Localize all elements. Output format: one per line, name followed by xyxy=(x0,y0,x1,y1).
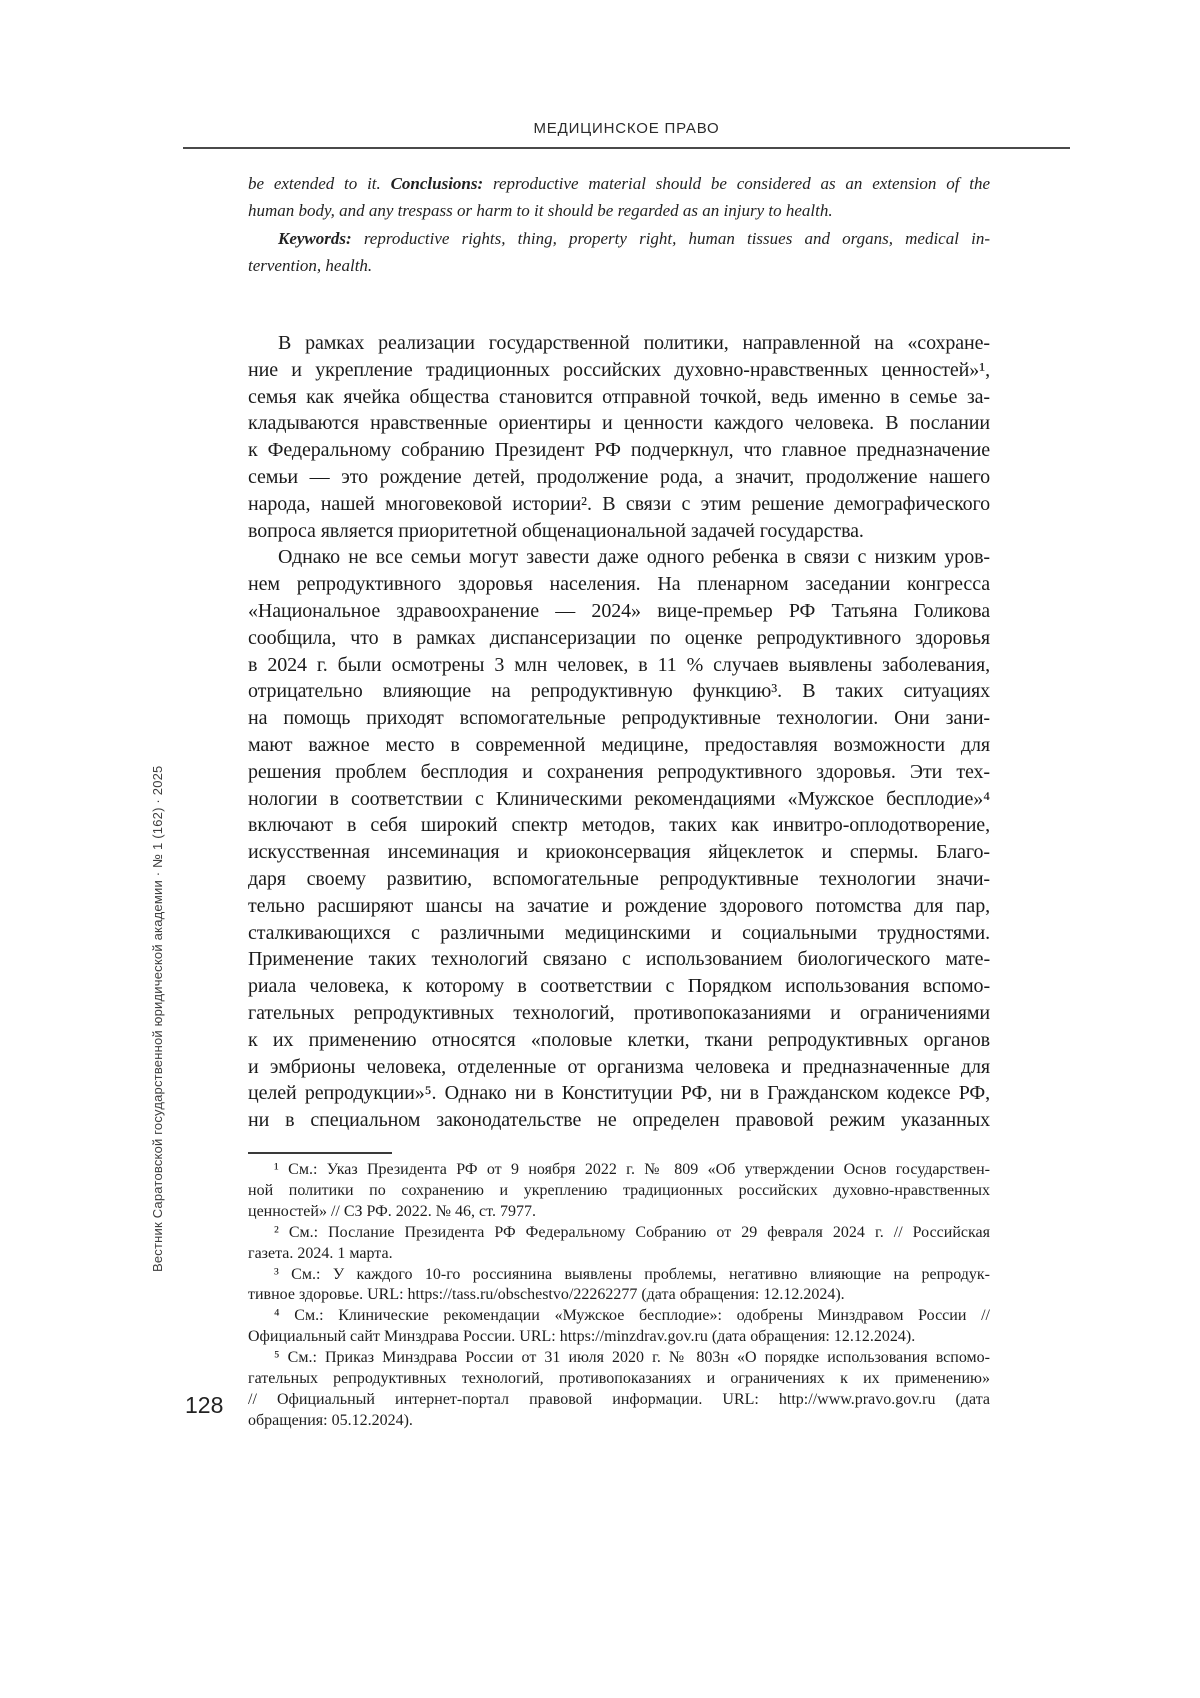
footnote-line: ⁴ См.: Клинические рекомендации «Мужское бесплодие»: одобрены Минздравом России // xyxy=(274,1307,990,1325)
text-line: отрицательно влияющие на репродуктивную функцию³. В таких ситуациях xyxy=(248,680,990,703)
abstract-text-run: human body, and any trespass or harm to it should be regarded as an injury to health. xyxy=(248,201,833,221)
footnote-line: ценностей» // СЗ РФ. 2022. № 46, ст. 7977. xyxy=(248,1202,536,1220)
footnote-line: ⁵ См.: Приказ Минздрава России от 31 июля 2020 г. № 803н «О порядке использования вспомо- xyxy=(274,1349,990,1367)
footnote-item xyxy=(248,1223,990,1265)
text-line: ни в специальном законодательстве не определен правовой режим указанных xyxy=(248,1109,990,1132)
text-line: ние и укрепление традиционных российских духовно-нравственных ценностей»¹, xyxy=(248,358,990,381)
abstract-bold-label: Keywords: xyxy=(278,228,352,248)
abstract-line xyxy=(248,197,990,224)
footnote-line: // Официальный интернет-портал правовой информации. URL: http://www.pravo.gov.ru (дата xyxy=(248,1390,990,1408)
footnote-line: газета. 2024. 1 марта. xyxy=(248,1244,393,1262)
abstract-line xyxy=(248,225,990,252)
footnote-item xyxy=(248,1348,990,1432)
text-line: В рамках реализации государственной политики, направленной на «сохране- xyxy=(278,332,990,354)
text-line: к Федеральному собранию Президент РФ подчеркнул, что главное предназначение xyxy=(248,439,990,462)
text-line: сталкивающихся с различными медицинскими и социальными трудностями. xyxy=(248,921,990,944)
footnote-line: ² См.: Послание Президента РФ Федеральному Собранию от 29 февраля 2024 г. // Российская xyxy=(274,1223,990,1241)
text-line: кладываются нравственные ориентиры и ценности каждого человека. В послании xyxy=(248,412,990,435)
abstract-text-run: be extended to it. xyxy=(248,174,391,193)
text-line: гательных репродуктивных технологий, противопоказаниями и ограничениями xyxy=(248,1001,990,1024)
abstract-text-run: tervention, health. xyxy=(248,255,373,275)
text-line: мают важное место в современной медицине, предоставляя возможности для xyxy=(248,733,990,756)
abstract-text-run: reproductive rights, thing, property right, human tissues and organs, medical in- xyxy=(351,228,990,248)
footnote-line: ³ См.: У каждого 10-го россиянина выявлены проблемы, негативно влияющие на репродук- xyxy=(274,1265,990,1283)
footnote-line: ¹ См.: Указ Президента РФ от 9 ноября 2022 г. № 809 «Об утверждении Основ государствен- xyxy=(274,1161,990,1178)
text-line: к их применению относятся «половые клетки, ткани репродуктивных органов xyxy=(248,1028,990,1051)
abstract xyxy=(248,170,990,279)
paragraph xyxy=(248,544,990,1134)
text-line: риала человека, к которому в соответствии с Порядком использования вспомо- xyxy=(248,975,990,998)
journal-sidebar-caption: Вестник Саратовской государственной юридической академии · № 1 (162) · 2025 xyxy=(150,765,165,1272)
abstract-line xyxy=(248,170,990,197)
footnote-item xyxy=(248,1160,990,1223)
text-line: тельно расширяют шансы на зачатие и рождение здорового потомства для пар, xyxy=(248,894,990,917)
text-line: и эмбрионы человека, отделенные от организма человека и предназначенные для xyxy=(248,1055,990,1078)
text-line: искусственная инсеминация и криоконсервация яйцеклеток и спермы. Благо- xyxy=(248,841,990,864)
page-number: 128 xyxy=(185,1392,224,1418)
footnote-item xyxy=(248,1265,990,1307)
text-line: нем репродуктивного здоровья населения. На пленарном заседании конгресса xyxy=(248,573,990,596)
footnote-line: гательных репродуктивных технологий, противопоказаниях и ограничениях к их применению» xyxy=(248,1370,990,1388)
footnote-line: ной политики по сохранению и укреплению традиционных российских духовно-нравственных xyxy=(248,1181,990,1199)
article-body xyxy=(248,330,990,1134)
text-line: даря своему развитию, вспомогательные репродуктивные технологии значи- xyxy=(248,867,990,890)
text-line: на помощь приходят вспомогательные репродуктивные технологии. Они зани- xyxy=(248,707,990,730)
text-line: «Национальное здравоохранение — 2024» вице-премьер РФ Татьяна Голикова xyxy=(248,599,990,622)
footnote-item xyxy=(248,1306,990,1348)
text-line: Однако не все семьи могут завести даже одного ребенка в связи с низким уров- xyxy=(278,546,990,569)
abstract-bold-label: Conclusions: xyxy=(390,174,484,193)
text-line: семья как ячейка общества становится отправной точкой, ведь именно в семье за- xyxy=(248,385,990,408)
text-line: целей репродукции»⁵. Однако ни в Конституции РФ, ни в Гражданском кодексе РФ, xyxy=(248,1082,990,1105)
abstract-line xyxy=(248,252,990,279)
text-line: Применение таких технологий связано с использованием биологического мате- xyxy=(248,948,990,971)
text-line: в 2024 г. были осмотрены 3 млн человек, в 11 % случаев выявлены заболевания, xyxy=(248,653,990,676)
footnote-line: тивное здоровье. URL: https://tass.ru/obschestvo/22262277 (дата обращения: 12.12.2024). xyxy=(248,1286,845,1304)
abstract-text-run: reproductive material should be considered as an extension of the xyxy=(483,174,990,193)
text-line: решения проблем бесплодия и сохранения репродуктивного здоровья. Эти тех- xyxy=(248,760,990,783)
text-line: вопроса является приоритетной общенациональной задачей государства. xyxy=(248,519,864,542)
text-line: семьи — это рождение детей, продолжение рода, а значит, продолжение нашего xyxy=(248,465,990,488)
footnotes xyxy=(248,1160,990,1432)
footnote-line: Официальный сайт Минздрава России. URL: https://minzdrav.gov.ru (дата обращения: 12.12.2024). xyxy=(248,1328,916,1346)
text-line: народа, нашей многовековой истории². В связи с этим решение демографического xyxy=(248,492,990,515)
text-line: сообщила, что в рамках диспансеризации по оценке репродуктивного здоровья xyxy=(248,626,990,649)
footnote-separator xyxy=(248,1152,392,1154)
text-line: нологии в соответствии с Клиническими рекомендациями «Мужское бесплодие»⁴ xyxy=(248,787,990,810)
running-head: МЕДИЦИНСКОЕ ПРАВО xyxy=(533,120,720,137)
footnote-line: обращения: 05.12.2024). xyxy=(248,1411,413,1429)
header-rule xyxy=(183,147,1070,149)
text-line: включают в себя широкий спектр методов, таких как инвитро-оплодотворение, xyxy=(248,814,990,837)
paragraph xyxy=(248,330,990,544)
